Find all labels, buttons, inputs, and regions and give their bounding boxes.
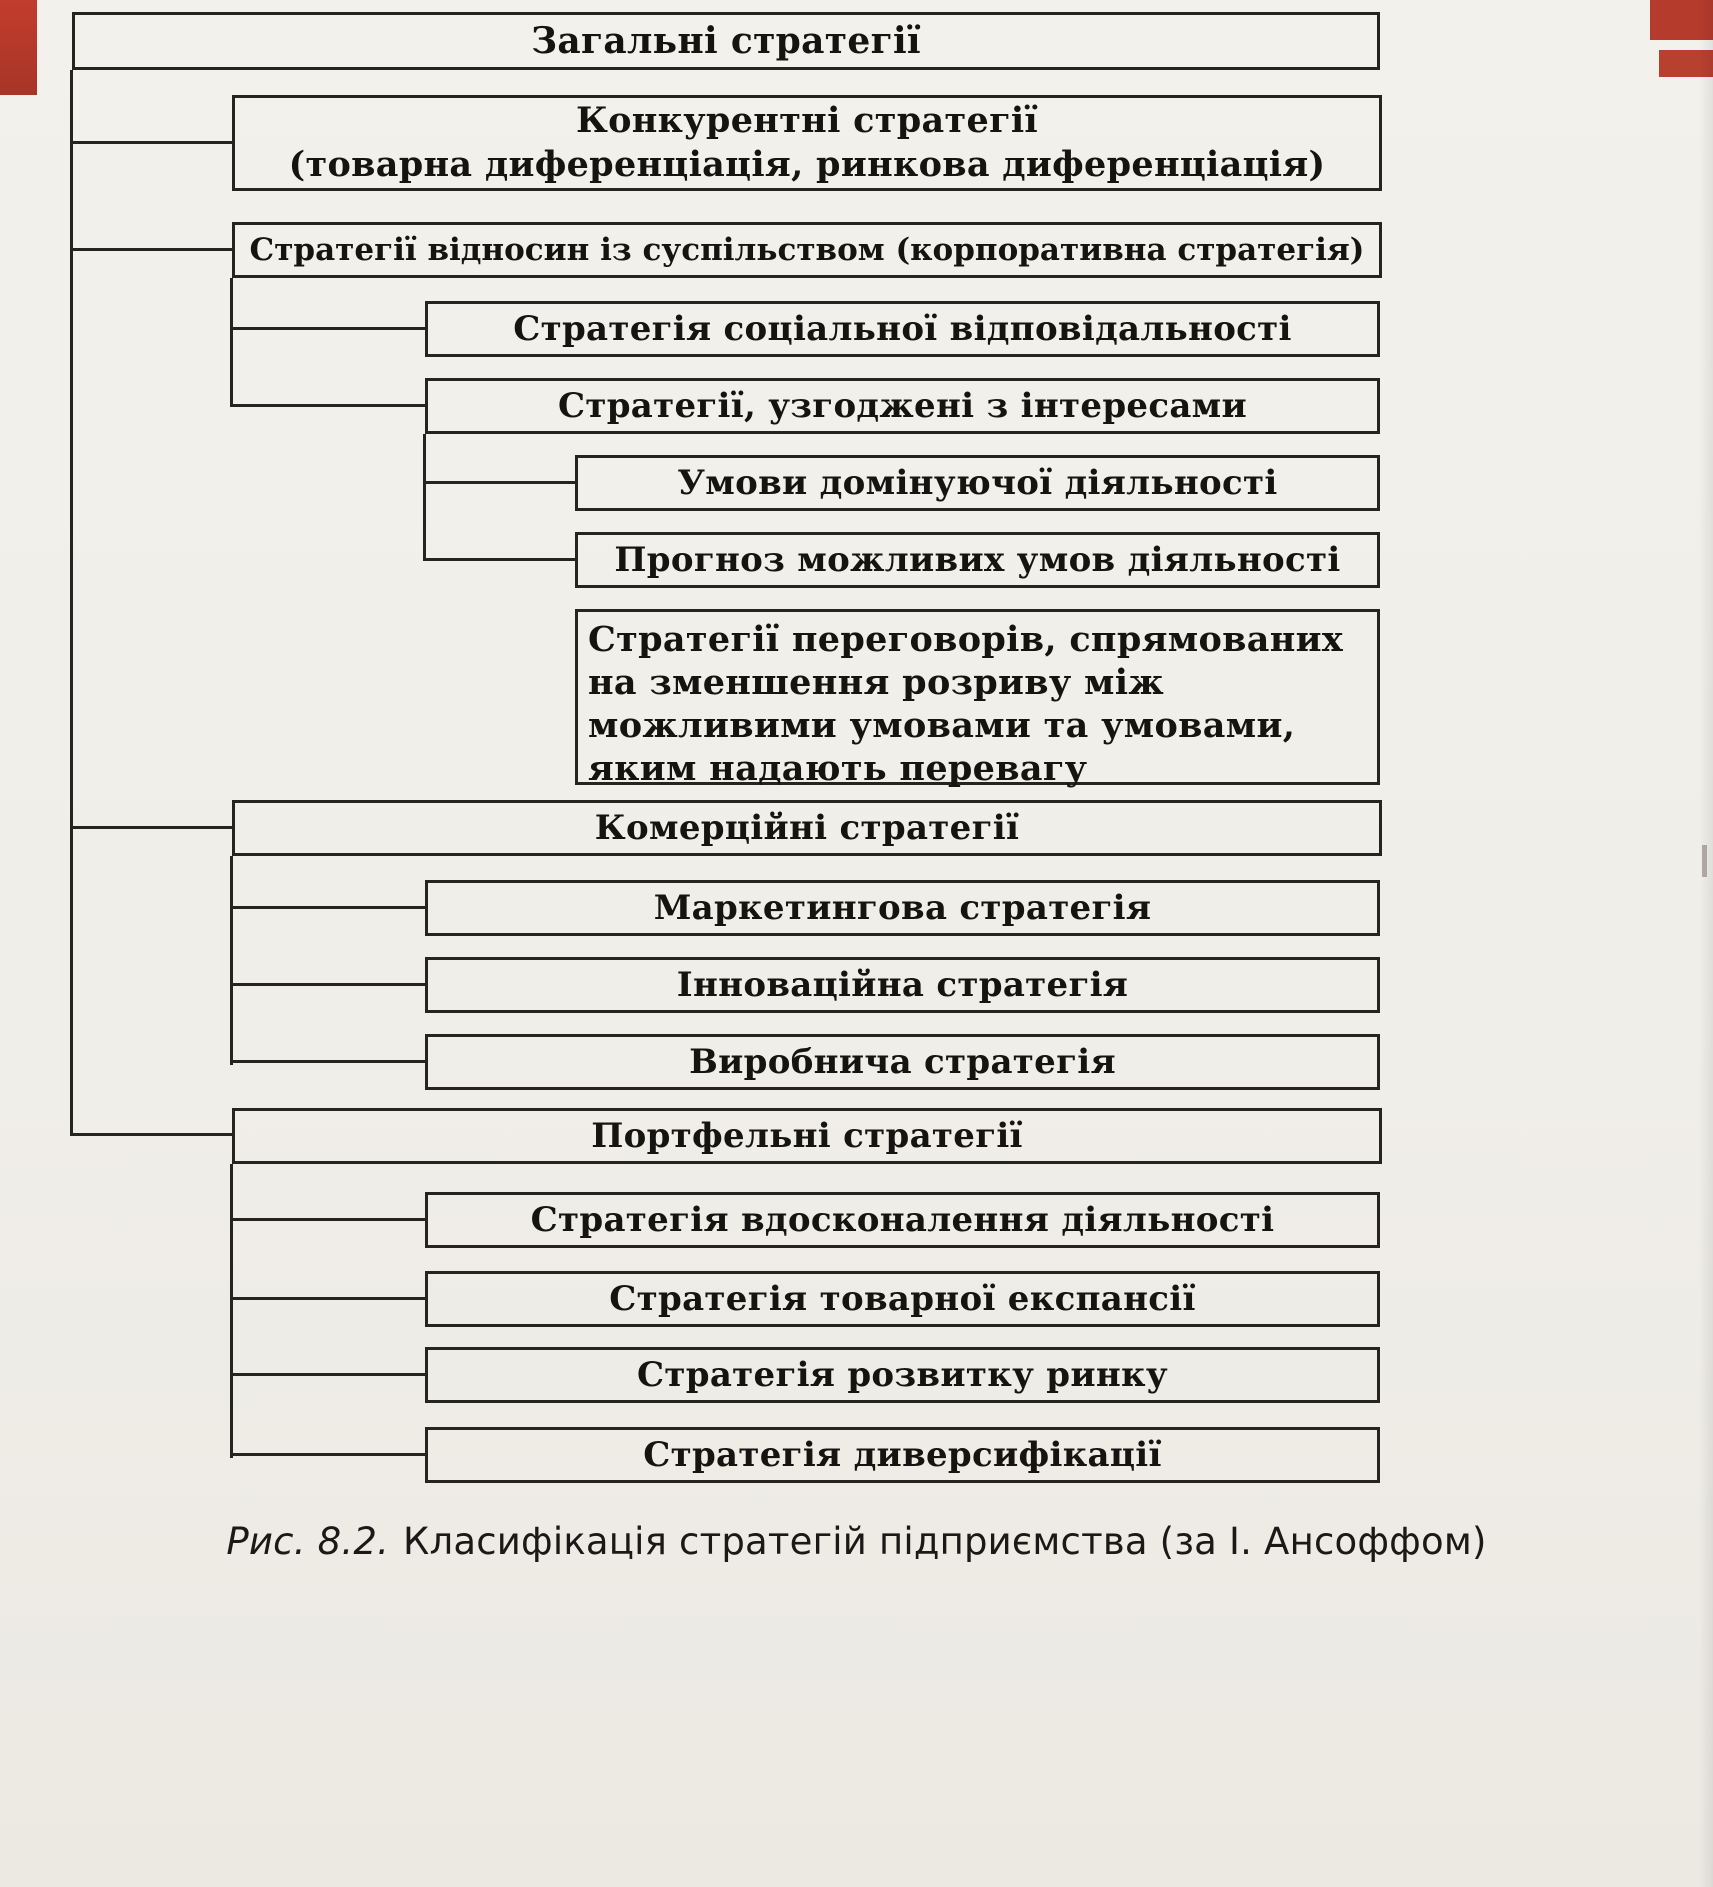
connector-trunk-portfolio xyxy=(230,1164,233,1458)
connector-stub-innovation xyxy=(230,983,425,986)
node-label: Стратегія товарної експансії xyxy=(609,1279,1196,1319)
node-diversification-strategy xyxy=(425,1427,1380,1483)
node-label-line2: (товарна диференціація, ринкова диференціація) xyxy=(288,144,1326,185)
connector-stub-product-expansion xyxy=(230,1297,425,1300)
connector-trunk-aligned xyxy=(423,434,426,561)
connector-stub-society xyxy=(70,248,232,251)
figure-caption xyxy=(0,1520,1713,1563)
node-label: Умови домінуючої діяльності xyxy=(677,463,1278,503)
node-label: Виробнича стратегія xyxy=(689,1042,1116,1082)
node-interest-aligned-strategies xyxy=(425,378,1380,434)
node-production-strategy xyxy=(425,1034,1380,1090)
node-label: Прогноз можливих умов діяльності xyxy=(614,540,1341,580)
page-edge-shadow xyxy=(1699,0,1713,1887)
node-social-responsibility-strategy xyxy=(425,301,1380,357)
node-label: Стратегія диверсифікації xyxy=(643,1435,1162,1475)
node-commercial-strategies xyxy=(232,800,1382,856)
node-label: Стратегії, узгоджені з інтересами xyxy=(557,386,1248,426)
node-label: Стратегія розвитку ринку xyxy=(637,1355,1168,1395)
node-general-strategies xyxy=(72,12,1380,70)
connector-stub-market-dev xyxy=(230,1373,425,1376)
connector-stub-marketing xyxy=(230,906,425,909)
node-innovation-strategy xyxy=(425,957,1380,1013)
node-label: Загальні стратегії xyxy=(531,20,921,62)
node-label: Портфельні стратегії xyxy=(591,1116,1023,1156)
node-forecast-possible-conditions xyxy=(575,532,1380,588)
node-competitive-strategies xyxy=(232,95,1382,191)
connector-stub-competitive xyxy=(70,141,232,144)
connector-stub-dominant xyxy=(423,481,575,484)
connector-trunk-commercial xyxy=(230,856,233,1065)
node-portfolio-strategies xyxy=(232,1108,1382,1164)
node-label: Комерційні стратегії xyxy=(594,808,1020,848)
node-label: Інноваційна стратегія xyxy=(676,965,1129,1005)
connector-trunk-society xyxy=(230,278,233,407)
connector-stub-commercial xyxy=(70,826,232,829)
node-label: Стратегії переговорів, спрямованих на зменшення розриву між можливими умовами та умовами, яким надають перевагу xyxy=(588,619,1344,790)
connector-stub-portfolio xyxy=(70,1133,232,1136)
node-label: Стратегії відносин із суспільством (корпоративна стратегія) xyxy=(249,232,1365,268)
node-dominant-activity-conditions xyxy=(575,455,1380,511)
node-society-relations-strategy xyxy=(232,222,1382,278)
node-label: Стратегія вдосконалення діяльності xyxy=(530,1200,1275,1240)
connector-stub-aligned xyxy=(230,404,425,407)
connector-stub-production xyxy=(230,1060,425,1063)
node-market-development-strategy xyxy=(425,1347,1380,1403)
connector-stub-social-resp xyxy=(230,327,425,330)
connector-stub-forecast xyxy=(423,558,575,561)
node-activity-improvement-strategy xyxy=(425,1192,1380,1248)
figure-caption-text: Класифікація стратегій підприємства (за І. Ансоффом) xyxy=(403,1520,1487,1563)
connector-stub-improvement xyxy=(230,1218,425,1221)
node-label: Стратегія соціальної відповідальності xyxy=(513,309,1292,349)
node-marketing-strategy xyxy=(425,880,1380,936)
figure-number: Рис. 8.2. xyxy=(226,1520,390,1563)
node-label-line1: Конкурентні стратегії xyxy=(575,100,1039,142)
node-negotiation-strategies xyxy=(575,609,1380,790)
node-product-expansion-strategy xyxy=(425,1271,1380,1327)
connector-trunk-root xyxy=(70,70,73,1136)
node-label: Маркетингова стратегія xyxy=(653,888,1152,928)
connector-stub-diversification xyxy=(230,1453,425,1456)
scan-artifact-top-left xyxy=(0,0,37,95)
